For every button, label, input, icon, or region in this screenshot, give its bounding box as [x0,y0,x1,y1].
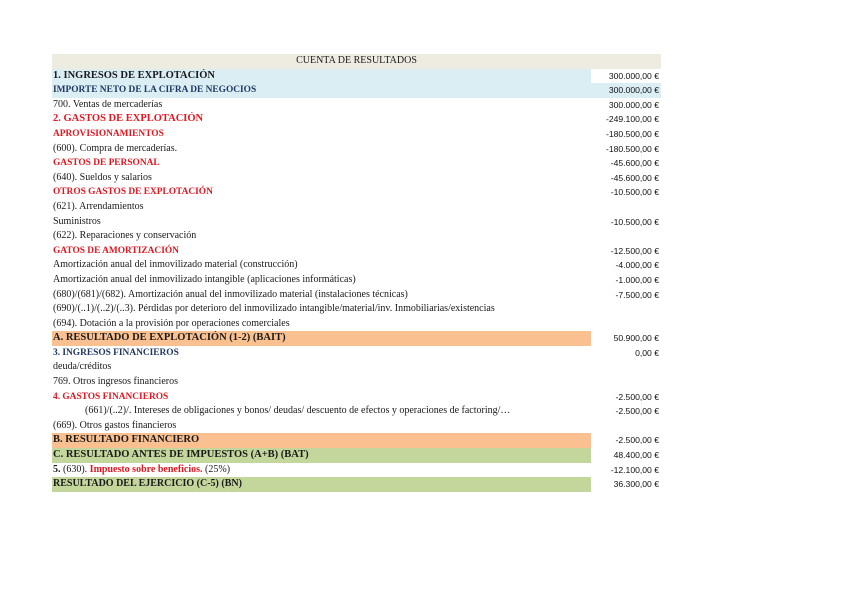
row-compra-mercaderias [52,142,661,157]
row-label: 769. Otros ingresos financieros [53,376,178,388]
row-value: -2.500,00 € [615,391,659,402]
row-resultado-ejercicio [52,477,661,492]
income-statement-sheet [52,54,661,492]
row-label: Amortización anual del inmovilizado intangible (aplicaciones informáticas) [53,273,356,285]
row-value: -4.000,00 € [615,260,659,271]
row-label: 3. INGRESOS FINANCIEROS [53,347,179,358]
row-amort-construccion [52,258,661,273]
row-label: RESULTADO DEL EJERCICIO (C-5) (BN) [53,478,242,490]
row-label: A. RESULTADO DE EXPLOTACIÓN (1-2) (BAIT) [53,332,286,344]
row-ingresos-explotacion [52,69,661,84]
row-label: (622). Reparaciones y conservación [53,230,197,242]
row-sueldos [52,171,661,186]
row-aprovisionamientos [52,127,661,142]
row-value: -10.500,00 € [610,187,659,198]
row-ingresos-financieros [52,346,661,361]
row-gastos-amortizacion [52,244,661,259]
sheet-title-row [52,54,661,69]
row-value: 36.300,00 € [614,477,659,492]
row-label-code: (630). [63,463,88,475]
row-label: (694). Dotación a la provisión por operaciones comerciales [53,317,290,329]
row-deuda-creditos [52,360,661,375]
row-label-suffix: (25%) [205,463,231,475]
row-dotacion-provision [52,317,661,332]
row-label: (669). Otros gastos financieros [53,419,177,431]
row-label: B. RESULTADO FINANCIERO [53,434,200,446]
row-label: Amortización anual del inmovilizado material (construcción) [53,259,298,271]
row-resultado-antes-impuestos [52,448,661,463]
row-label-red: Impuesto sobre beneficios. [89,463,203,475]
row-value: 0,00 € [635,347,659,358]
row-value: -1.000,00 € [615,274,659,285]
row-value: -45.600,00 € [610,158,659,169]
row-gastos-financieros [52,390,661,405]
row-perdidas-deterioro [52,302,661,317]
row-value: -180.500,00 € [605,143,659,154]
row-value: -10.500,00 € [610,216,659,227]
row-gastos-personal [52,156,661,171]
row-suministros [52,215,661,230]
row-value: -12.500,00 € [610,245,659,256]
row-intereses-obligaciones [52,404,661,419]
row-impuesto-beneficios [52,463,661,478]
row-label: 2. GASTOS DE EXPLOTACIÓN [53,113,204,125]
row-value: -2.500,00 € [615,406,659,417]
row-resultado-financiero [52,433,661,448]
row-value: 48.400,00 € [614,448,659,463]
row-label: 1. INGRESOS DE EXPLOTACIÓN [53,69,216,81]
row-value: 300.000,00 € [609,69,659,84]
row-value: -249.100,00 € [605,114,659,125]
row-label: deuda/créditos [53,361,112,373]
row-label: APROVISIONAMIENTOS [53,128,164,139]
row-label: IMPORTE NETO DE LA CIFRA DE NEGOCIOS [53,85,257,96]
row-otros-ingresos-financieros [52,375,661,390]
row-gastos-explotacion [52,112,661,127]
row-label: GASTOS DE PERSONAL [53,158,160,169]
row-label: OTROS GASTOS DE EXPLOTACIÓN [53,187,213,198]
row-value: -12.100,00 € [610,464,659,475]
row-label: (600). Compra de mercaderías. [53,142,178,154]
row-label: (640). Sueldos y salarios [53,171,152,183]
row-value: -180.500,00 € [605,128,659,139]
row-label: 700. Ventas de mercaderías [53,98,163,110]
row-amort-aplicaciones [52,273,661,288]
row-otros-gastos-financieros [52,419,661,434]
row-value: 300.000,00 € [608,99,659,110]
row-label: C. RESULTADO ANTES DE IMPUESTOS (A+B) (BAT) [53,449,309,461]
row-label: (680)/(681)/(682). Amortización anual del inmovilizado material (instalaciones técnicas) [53,288,408,300]
row-label: GATOS DE AMORTIZACIÓN [53,245,179,256]
row-ventas [52,98,661,113]
row-value: -2.500,00 € [616,433,659,448]
row-amort-instalaciones [52,288,661,303]
row-otros-gastos [52,185,661,200]
row-value: -7.500,00 € [615,289,659,300]
row-label: 4. GASTOS FINANCIEROS [53,391,169,402]
row-value: 50.900,00 € [614,331,659,346]
row-value: 300.000,00 € [608,85,659,96]
row-label-prefix: 5. [53,463,61,475]
row-arrendamientos [52,200,661,215]
row-reparaciones [52,229,661,244]
row-resultado-explotacion [52,331,661,346]
row-importe-neto [52,83,661,98]
row-label: (621). Arrendamientos [53,200,144,212]
sheet-title: CUENTA DE RESULTADOS [296,55,417,66]
row-label [53,463,593,478]
row-label: (690)/(..1)/(..2)/(..3). Pérdidas por deterioro del inmovilizado intangible/material/inv. Inmobiliarias/existencias [53,303,495,315]
row-label: (661)/(..2)/. Intereses de obligaciones y bonos/ deudas/ descuento de efectos y operaciones de factoring/… [85,405,511,417]
row-label: Suministros [53,215,101,227]
row-value: -45.600,00 € [610,172,659,183]
